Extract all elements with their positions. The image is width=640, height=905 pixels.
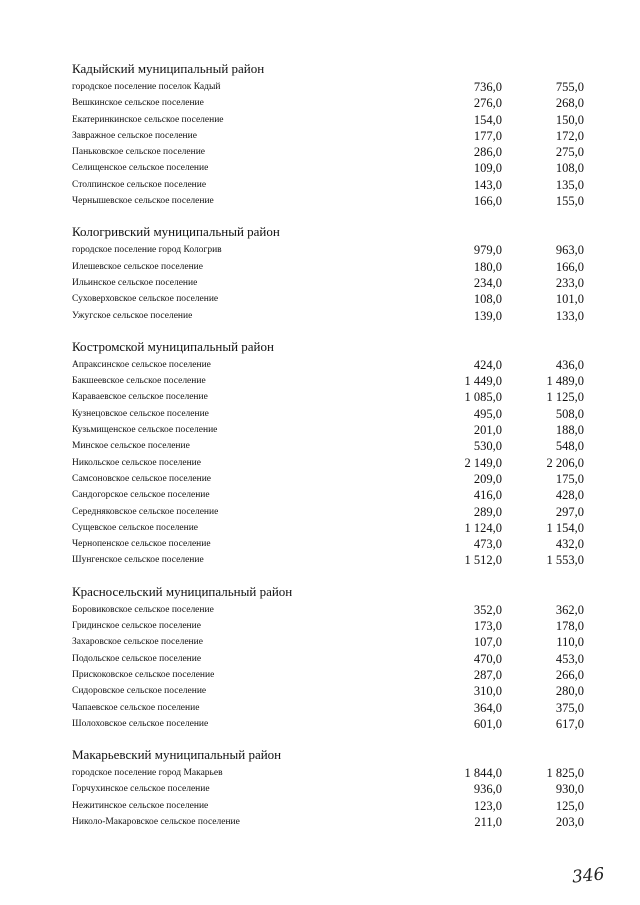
- settlement-name: Ужугское сельское поселение: [72, 310, 193, 321]
- table-row: [0, 504, 640, 520]
- value-column-2: 203,0: [555, 814, 584, 829]
- value-column-2: 268,0: [555, 96, 584, 111]
- value-column-2: 280,0: [555, 684, 584, 699]
- table-row: [0, 814, 640, 830]
- value-column-2: 175,0: [555, 471, 584, 486]
- settlement-name: Подольское сельское поселение: [72, 653, 202, 664]
- table-row: [0, 144, 640, 160]
- table-row: [0, 487, 640, 503]
- value-column-1: 177,0: [473, 128, 502, 143]
- table-row: [0, 128, 640, 144]
- table-row: [0, 618, 640, 634]
- table-row: [0, 112, 640, 128]
- table-row: [0, 242, 640, 258]
- table-row: [0, 667, 640, 683]
- settlement-name: Середняковское сельское поселение: [72, 506, 219, 517]
- district-title: Макарьевский муниципальный район: [72, 747, 282, 763]
- table-row: [0, 389, 640, 405]
- value-column-1: 1 085,0: [464, 390, 502, 405]
- table-row: [0, 455, 640, 471]
- settlement-name: Бакшеевское сельское поселение: [72, 376, 206, 387]
- district-section: [0, 60, 640, 209]
- table-row: [0, 602, 640, 618]
- value-column-1: 1 124,0: [464, 520, 502, 535]
- settlement-name: Сидоровское сельское поселение: [72, 686, 207, 697]
- value-column-2: 436,0: [555, 357, 584, 372]
- value-column-1: 495,0: [473, 406, 502, 421]
- table-row: [0, 291, 640, 307]
- settlement-name: городское поселение город Макарьев: [72, 768, 223, 779]
- settlement-name: Гридинское сельское поселение: [72, 621, 201, 632]
- value-column-2: 133,0: [555, 308, 584, 323]
- value-column-2: 508,0: [555, 406, 584, 421]
- value-column-1: 352,0: [473, 602, 502, 617]
- table-row: [0, 193, 640, 209]
- table-row: [0, 259, 640, 275]
- value-column-1: 936,0: [473, 782, 502, 797]
- value-column-2: 155,0: [555, 194, 584, 209]
- value-column-1: 364,0: [473, 700, 502, 715]
- value-column-1: 276,0: [473, 96, 502, 111]
- settlement-name: Селищенское сельское поселение: [72, 163, 209, 174]
- value-column-1: 108,0: [473, 292, 502, 307]
- value-column-2: 375,0: [555, 700, 584, 715]
- settlement-name: Екатеринкинское сельское поселение: [72, 114, 224, 125]
- table-row: [0, 357, 640, 373]
- district-section: [0, 338, 640, 569]
- table-row: [0, 798, 640, 814]
- value-column-2: 172,0: [555, 128, 584, 143]
- value-column-2: 428,0: [555, 488, 584, 503]
- value-column-2: 432,0: [555, 537, 584, 552]
- table-row: [0, 160, 640, 176]
- value-column-2: 150,0: [555, 112, 584, 127]
- table-row: [0, 79, 640, 95]
- table-row: [0, 177, 640, 193]
- settlement-name: Кузнецовское сельское поселение: [72, 408, 209, 419]
- settlement-name: Чернышевское сельское поселение: [72, 196, 214, 207]
- value-column-2: 1 154,0: [546, 520, 584, 535]
- settlement-name: городское поселение город Кологрив: [72, 245, 222, 256]
- value-column-1: 1 844,0: [464, 766, 502, 781]
- settlement-name: Паньковское сельское поселение: [72, 147, 206, 158]
- table-row: [0, 781, 640, 797]
- settlement-name: Шолоховское сельское поселение: [72, 718, 209, 729]
- value-column-1: 310,0: [473, 684, 502, 699]
- value-column-1: 139,0: [473, 308, 502, 323]
- value-column-2: 110,0: [556, 635, 584, 650]
- value-column-2: 930,0: [555, 782, 584, 797]
- value-column-1: 123,0: [473, 798, 502, 813]
- settlement-name: Горчухинское сельское поселение: [72, 784, 210, 795]
- table-row: [0, 700, 640, 716]
- table-row: [0, 308, 640, 324]
- settlement-name: Шунгенское сельское поселение: [72, 555, 204, 566]
- value-column-1: 173,0: [473, 619, 502, 634]
- settlement-name: Чапаевское сельское поселение: [72, 702, 200, 713]
- settlement-name: Сущевское сельское поселение: [72, 522, 199, 533]
- value-column-2: 548,0: [555, 439, 584, 454]
- settlement-name: городское поселение поселок Кадый: [72, 82, 221, 92]
- table-row: [0, 275, 640, 291]
- value-column-2: 1 825,0: [546, 766, 584, 781]
- table-row: [0, 683, 640, 699]
- value-column-2: 266,0: [555, 667, 584, 682]
- settlement-name: Сандогорское сельское поселение: [72, 490, 210, 501]
- value-column-1: 736,0: [473, 80, 502, 94]
- table-row: [0, 765, 640, 781]
- settlement-name: Караваевское сельское поселение: [72, 392, 208, 403]
- value-column-2: 101,0: [555, 292, 584, 307]
- value-column-1: 201,0: [473, 423, 502, 438]
- value-column-1: 470,0: [473, 651, 502, 666]
- value-column-1: 1 512,0: [464, 553, 502, 568]
- value-column-2: 178,0: [555, 619, 584, 634]
- settlement-name: Боровиковское сельское поселение: [72, 604, 214, 615]
- settlement-name: Ильинское сельское поселение: [72, 277, 198, 288]
- value-column-2: 275,0: [555, 145, 584, 160]
- district-title: Красносельский муниципальный район: [72, 583, 293, 599]
- table-row: [0, 438, 640, 454]
- settlement-name: Нежитинское сельское поселение: [72, 800, 209, 811]
- settlement-name: Самсоновское сельское поселение: [72, 473, 211, 484]
- settlement-name: Кузьмищенское сельское поселение: [72, 425, 218, 436]
- value-column-2: 1 125,0: [546, 390, 584, 405]
- settlement-name: Прискоковское сельское поселение: [72, 669, 215, 680]
- district-section: [0, 223, 640, 323]
- value-column-2: 125,0: [555, 798, 584, 813]
- value-column-2: 297,0: [555, 504, 584, 519]
- value-column-1: 530,0: [473, 439, 502, 454]
- settlement-name: Николо-Макаровское сельское поселение: [72, 816, 240, 827]
- value-column-2: 1 489,0: [546, 374, 584, 389]
- value-column-2: 617,0: [555, 716, 584, 731]
- district-section: [0, 583, 640, 732]
- table-row: [0, 651, 640, 667]
- value-column-1: 107,0: [473, 635, 502, 650]
- settlement-name: Вешкинское сельское поселение: [72, 98, 204, 109]
- value-column-1: 416,0: [473, 488, 502, 503]
- value-column-2: 166,0: [555, 259, 584, 274]
- district-title: Костромской муниципальный район: [72, 338, 274, 354]
- value-column-2: 188,0: [555, 423, 584, 438]
- table-row: [0, 373, 640, 389]
- district-title: Кологривский муниципальный район: [72, 224, 280, 240]
- settlement-name: Никольское сельское поселение: [72, 457, 201, 468]
- value-column-1: 601,0: [473, 716, 502, 731]
- value-column-1: 154,0: [473, 112, 502, 127]
- value-column-2: 453,0: [555, 651, 584, 666]
- value-column-1: 287,0: [473, 667, 502, 682]
- value-column-1: 211,0: [474, 814, 502, 829]
- value-column-1: 166,0: [473, 194, 502, 209]
- value-column-1: 234,0: [473, 275, 502, 290]
- value-column-1: 209,0: [473, 471, 502, 486]
- table-row: [0, 520, 640, 536]
- value-column-1: 289,0: [473, 504, 502, 519]
- settlement-name: Илешевское сельское поселение: [72, 261, 203, 272]
- table-row: [0, 422, 640, 438]
- settlement-name: Минское сельское поселение: [72, 441, 190, 452]
- settlement-name: Столпинское сельское поселение: [72, 179, 207, 190]
- table-row: [0, 536, 640, 552]
- table-row: [0, 716, 640, 732]
- value-column-2: 1 553,0: [546, 553, 584, 568]
- value-column-1: 2 149,0: [464, 455, 502, 470]
- table-row: [0, 552, 640, 568]
- page-number: 346: [571, 864, 606, 888]
- value-column-1: 109,0: [473, 161, 502, 176]
- value-column-2: 233,0: [555, 275, 584, 290]
- value-column-2: 362,0: [555, 602, 584, 617]
- value-column-1: 143,0: [473, 177, 502, 192]
- settlement-name: Суховерховское сельское поселение: [72, 294, 219, 305]
- value-column-2: 755,0: [555, 80, 584, 94]
- value-column-1: 473,0: [473, 537, 502, 552]
- settlement-name: Завражное сельское поселение: [72, 130, 197, 141]
- value-column-1: 979,0: [473, 243, 502, 258]
- value-column-1: 286,0: [473, 145, 502, 160]
- settlement-name: Апраксинское сельское поселение: [72, 359, 211, 370]
- document-body: [0, 60, 640, 844]
- value-column-1: 1 449,0: [464, 374, 502, 389]
- value-column-2: 2 206,0: [546, 455, 584, 470]
- district-title: Кадыйский муниципальный район: [72, 61, 265, 76]
- sections-list: [0, 60, 640, 830]
- table-row: [0, 471, 640, 487]
- settlement-name: Захаровское сельское поселение: [72, 637, 203, 648]
- district-section: [0, 746, 640, 830]
- value-column-1: 180,0: [473, 259, 502, 274]
- settlement-name: Чернопенское сельское поселение: [72, 539, 211, 550]
- value-column-2: 108,0: [555, 161, 584, 176]
- value-column-2: 963,0: [555, 243, 584, 258]
- value-column-2: 135,0: [555, 177, 584, 192]
- table-row: [0, 406, 640, 422]
- table-row: [0, 634, 640, 650]
- table-row: [0, 95, 640, 111]
- value-column-1: 424,0: [473, 357, 502, 372]
